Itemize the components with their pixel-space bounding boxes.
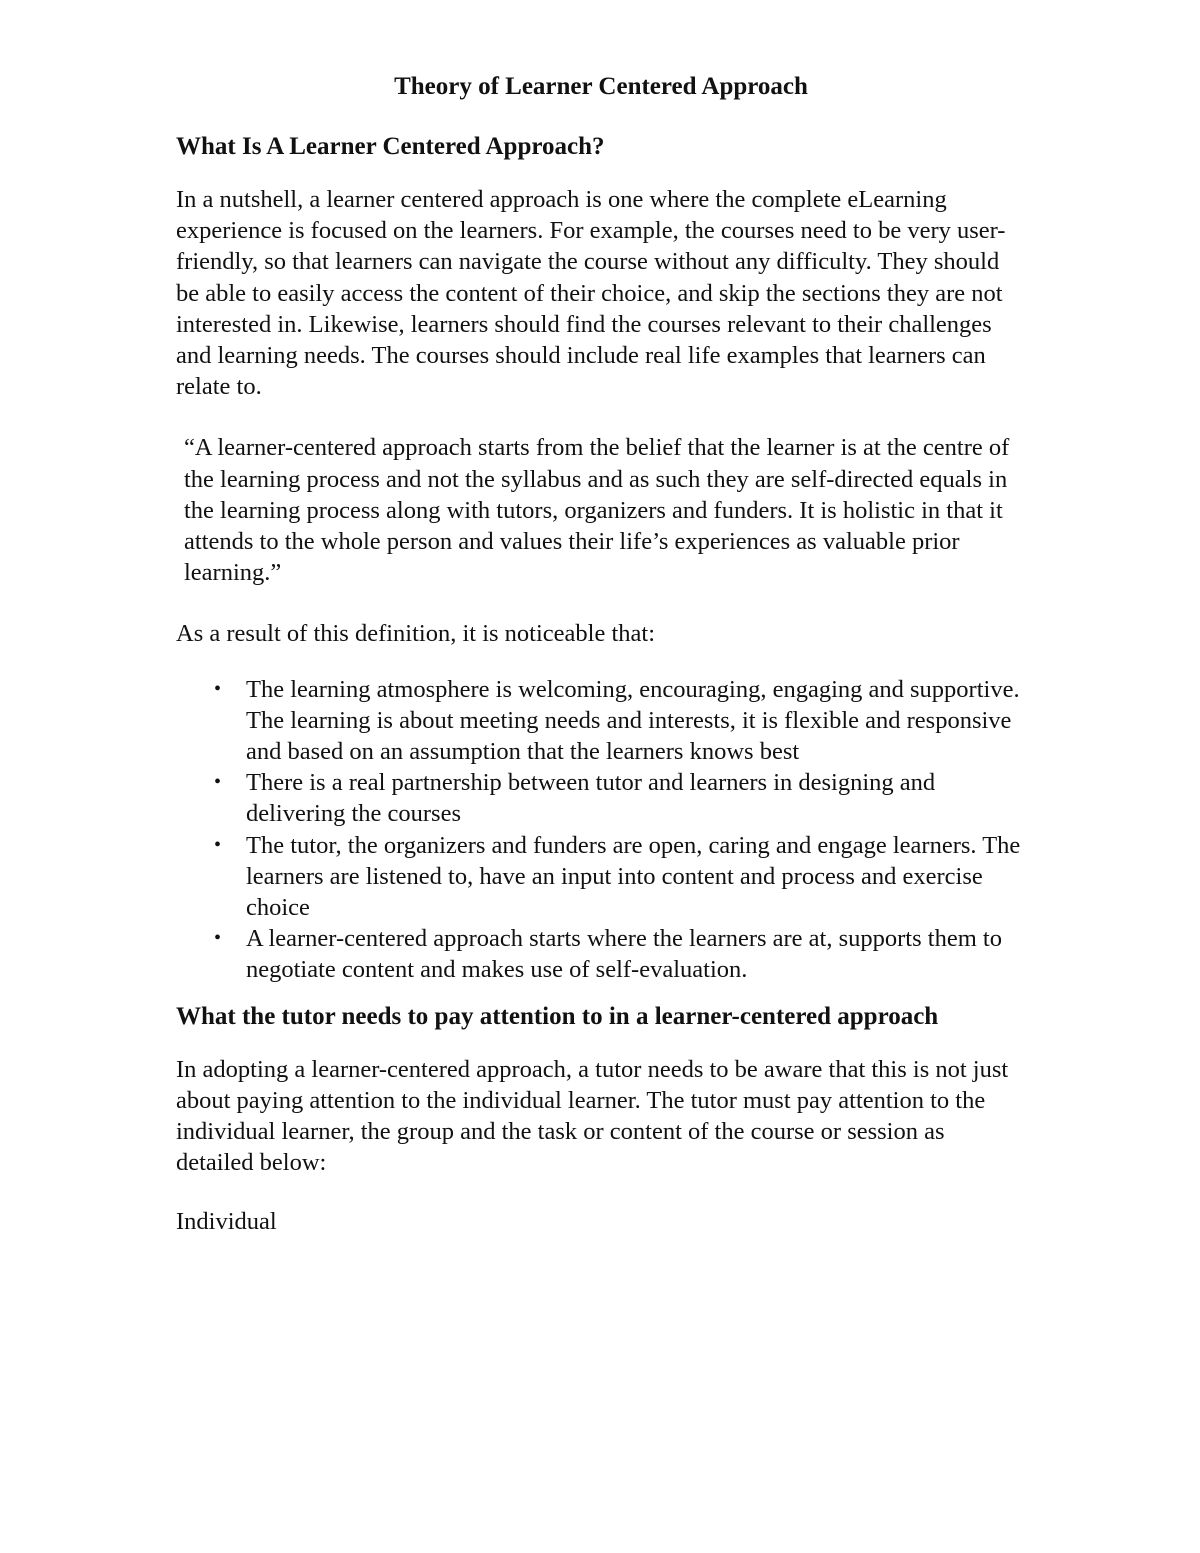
list-item [176, 767, 1026, 829]
list-item-text: There is a real partnership between tutor and learners in designing and delivering the courses [246, 769, 936, 828]
bullet-icon: • [214, 677, 222, 700]
bullet-icon: • [214, 771, 222, 794]
document-title: Theory of Learner Centered Approach [394, 73, 808, 100]
bullet-icon: • [214, 833, 222, 856]
bullet-icon: • [214, 927, 222, 950]
characteristics-list [176, 674, 1026, 986]
section-heading-what-is: What Is A Learner Centered Approach? [176, 133, 605, 160]
list-item [176, 674, 1026, 768]
paragraph-nutshell: In a nutshell, a learner centered approach is one where the complete eLearning experience is focused on the learners. For example, the courses need to be very user-friendly, so that learners can navigate the course without any difficulty. They should be able to easily access the content of their choice, and skip the sections they are not interested in. Likewise, learners should find the courses relevant to their challenges and learning needs. The courses should include real life examples that learners can relate to. [176, 186, 1006, 401]
section-heading-tutor: What the tutor needs to pay attention to in a learner-centered approach [176, 1002, 939, 1030]
list-item [176, 830, 1026, 924]
paragraph-list-intro: As a result of this definition, it is noticeable that: [176, 620, 656, 648]
quote-definition: “A learner-centered approach starts from the belief that the learner is at the centre of the learning process and not the syllabus and as such they are self-directed equals in the learning process along with tutors, organizers and funders. It is holistic in that it attends to the whole person and values their life’s experiences as valuable prior learning.” [184, 434, 1010, 587]
sub-label-individual: Individual [176, 1208, 277, 1236]
list-item-text: The tutor, the organizers and funders are open, caring and engage learners. The learners are listened to, have an input into content and process and exercise choice [246, 831, 1021, 922]
list-item [176, 923, 1026, 985]
paragraph-adopting: In adopting a learner-centered approach, a tutor needs to be aware that this is not just about paying attention to the individual learner. The tutor must pay attention to the individual learner, the group and the task or content of the course or session as detailed below: [176, 1055, 1009, 1177]
list-item-text: A learner-centered approach starts where the learners are at, supports them to negotiate content and makes use of self-evaluation. [246, 925, 1002, 984]
list-item-text: The learning atmosphere is welcoming, encouraging, engaging and supportive. The learning is about meeting needs and interests, it is flexible and responsive and based on an assumption that the learners knows best [246, 675, 1020, 766]
document-body [176, 70, 1026, 1238]
